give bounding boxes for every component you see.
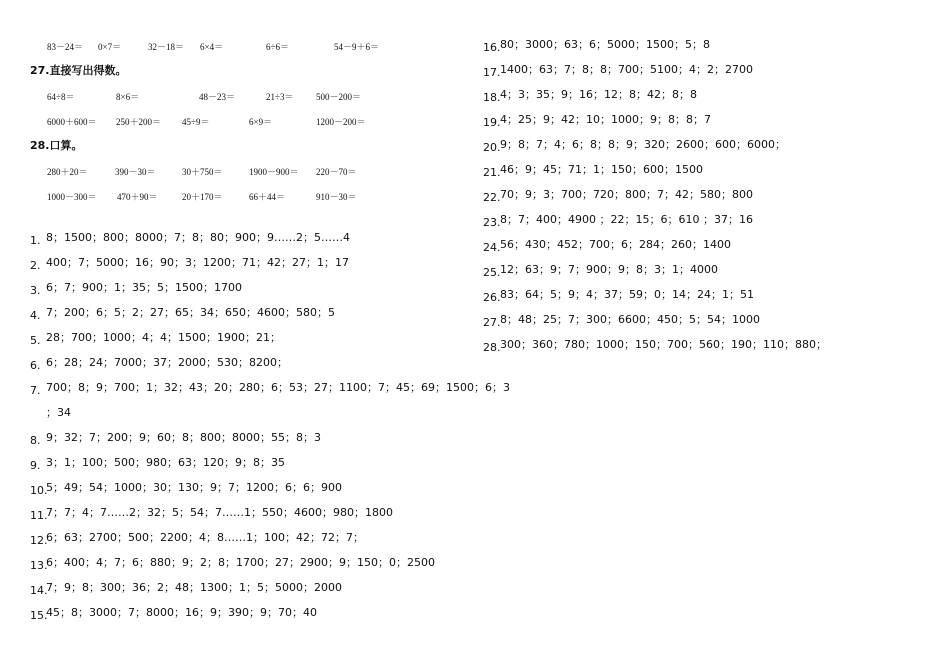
answer-text: 83；64；5；9；4；37；59；0；14；24；1；51 [500,288,754,301]
answer-text: 8；1500；800；8000；7；8；80；900；9……2；5……4 [46,231,350,244]
answer-number: 17. [483,66,501,79]
answer-row [30,529,364,548]
answer-text: 1400；63；7；8；8；700；5100；4；2；2700 [500,63,753,76]
equation: 500－200＝ [316,92,362,102]
equation: 6000＋600＝ [47,117,97,127]
equation: 0×7＝ [98,42,122,52]
equation: 280＋20＝ [47,167,88,177]
equation: 21÷3＝ [266,92,294,102]
equation: 1000－300＝ [47,192,97,202]
answer-number: 15. [30,609,48,622]
equation: 1200－200＝ [316,117,366,127]
equation: 45÷9＝ [182,117,210,127]
equation: 48－23＝ [199,92,236,102]
answer-number: 26. [483,291,501,304]
answer-row [30,604,317,623]
answer-text: 4；3；35；9；16；12；8；42；8；8 [500,88,697,101]
answer-number: 3. [30,284,41,297]
answer-row [30,379,510,398]
answer-row [30,579,342,598]
answer-row [30,329,281,348]
answer-text: 3；1；100；500；980；63；120；9；8；35 [46,456,285,469]
equation: 20＋170＝ [182,192,223,202]
answer-row [30,304,335,323]
answer-number: 12. [30,534,48,547]
section-28-title: 28.口算。 [30,139,83,152]
section-27-title: 27.直接写出得数。 [30,64,127,77]
answer-number: 18. [483,91,501,104]
answer-text: 5；49；54；1000；30；130；9；7；1200；6；6；900 [46,481,342,494]
answer-number: 9. [30,459,41,472]
answer-text: 45；8；3000；7；8000；16；9；390；9；70；40 [46,606,317,619]
answer-number: 10. [30,484,48,497]
equation: 30＋750＝ [182,167,223,177]
answer-number: 27. [483,316,501,329]
answer-row [483,186,753,205]
answer-row [483,86,697,105]
answer-text: 46；9；45；71；1；150；600；1500 [500,163,703,176]
equation: 1900－900＝ [249,167,299,177]
answer-row [30,279,242,298]
answer-row [483,261,718,280]
answer-text: 9；32；7；200；9；60；8；800；8000；55；8；3 [46,431,321,444]
answer-text: 28；700；1000；4；4；1500；1900；21； [46,331,281,344]
answer-row [483,311,760,330]
equation: 390－30＝ [115,167,156,177]
answer-number: 13. [30,559,48,572]
answer-row [483,111,711,130]
answer-row [30,229,350,248]
answer-text: 56；430；452；700；6；284；260；1400 [500,238,731,251]
answer-number: 25. [483,266,501,279]
equation: 83－24＝ [47,42,84,52]
answer-number: 21. [483,166,501,179]
answer-number: 5. [30,334,41,347]
equation: 6÷6＝ [266,42,289,52]
answer-text: 8；7；400；4900 ；22；15；6；610 ；37；16 [500,213,753,226]
equation: 250＋200＝ [116,117,162,127]
equation: 6×4＝ [200,42,224,52]
answer-number: 11. [30,509,48,522]
answer-number: 8. [30,434,41,447]
answer-number: 20. [483,141,501,154]
answer-row [483,61,753,80]
equation: 64÷8＝ [47,92,75,102]
answer-text: 8；48；25；7；300；6600；450；5；54；1000 [500,313,760,326]
answer-text: 300；360；780；1000；150；700；560；190；110；880； [500,338,827,351]
answer-row [30,454,285,473]
answer-continuation: ；34 [46,406,71,419]
answer-text: 6；63；2700；500；2200；4；8……1；100；42；72；7； [46,531,364,544]
answer-row [30,354,288,373]
equation: 66＋44＝ [249,192,286,202]
answer-row [483,136,786,155]
answer-row [30,554,435,573]
answer-number: 7. [30,384,41,397]
equation: 910－30＝ [316,192,357,202]
answer-number: 2. [30,259,41,272]
answer-number: 22. [483,191,501,204]
answer-text: 6；7；900；1；35；5；1500；1700 [46,281,242,294]
answer-row [30,479,342,498]
equation: 6×9＝ [249,117,273,127]
answer-text: 9；8；7；4；6；8；8；9；320；2600；600；6000； [500,138,786,151]
answer-number: 24. [483,241,501,254]
answer-row [483,161,703,180]
answer-text: 400；7；5000；16；90；3；1200；71；42；27；1；17 [46,256,349,269]
answer-text: 6；28；24；7000；37；2000；530；8200； [46,356,288,369]
answer-text: 80；3000；63；6；5000；1500；5；8 [500,38,710,51]
answer-text: 12；63；9；7；900；9；8；3；1；4000 [500,263,718,276]
equation: 8×6＝ [116,92,140,102]
answer-row [483,211,753,230]
answer-text: 7；200；6；5；2；27；65；34；650；4600；580；5 [46,306,335,319]
answer-row [483,336,827,355]
answer-number: 4. [30,309,41,322]
answer-row [30,429,321,448]
answer-row [30,504,393,523]
answer-row [483,36,710,55]
answer-row [30,254,349,273]
answer-number: 14. [30,584,48,597]
answer-text: 70；9；3；700；720；800；7；42；580；800 [500,188,753,201]
answer-number: 6. [30,359,41,372]
equation: 54－9＋6＝ [334,42,380,52]
answer-number: 28. [483,341,501,354]
answer-number: 16. [483,41,501,54]
answer-row [483,286,754,305]
answer-number: 23. [483,216,501,229]
equation: 32－18＝ [148,42,185,52]
answer-text: 6；400；4；7；6；880；9；2；8；1700；27；2900；9；150；0；2500 [46,556,435,569]
equation: 220－70＝ [316,167,357,177]
answer-text: 700；8；9；700；1；32；43；20；280；6；53；27；1100；7；45；69；1500；6；3 [46,381,510,394]
answer-text: 7；9；8；300；36；2；48；1300；1；5；5000；2000 [46,581,342,594]
answer-number: 1. [30,234,41,247]
answer-row [483,236,731,255]
answer-text: 7；7；4；7……2；32；5；54；7……1；550；4600；980；1800 [46,506,393,519]
answer-text: 4；25；9；42；10；1000；9；8；8；7 [500,113,711,126]
answer-number: 19. [483,116,501,129]
equation: 470＋90＝ [117,192,158,202]
